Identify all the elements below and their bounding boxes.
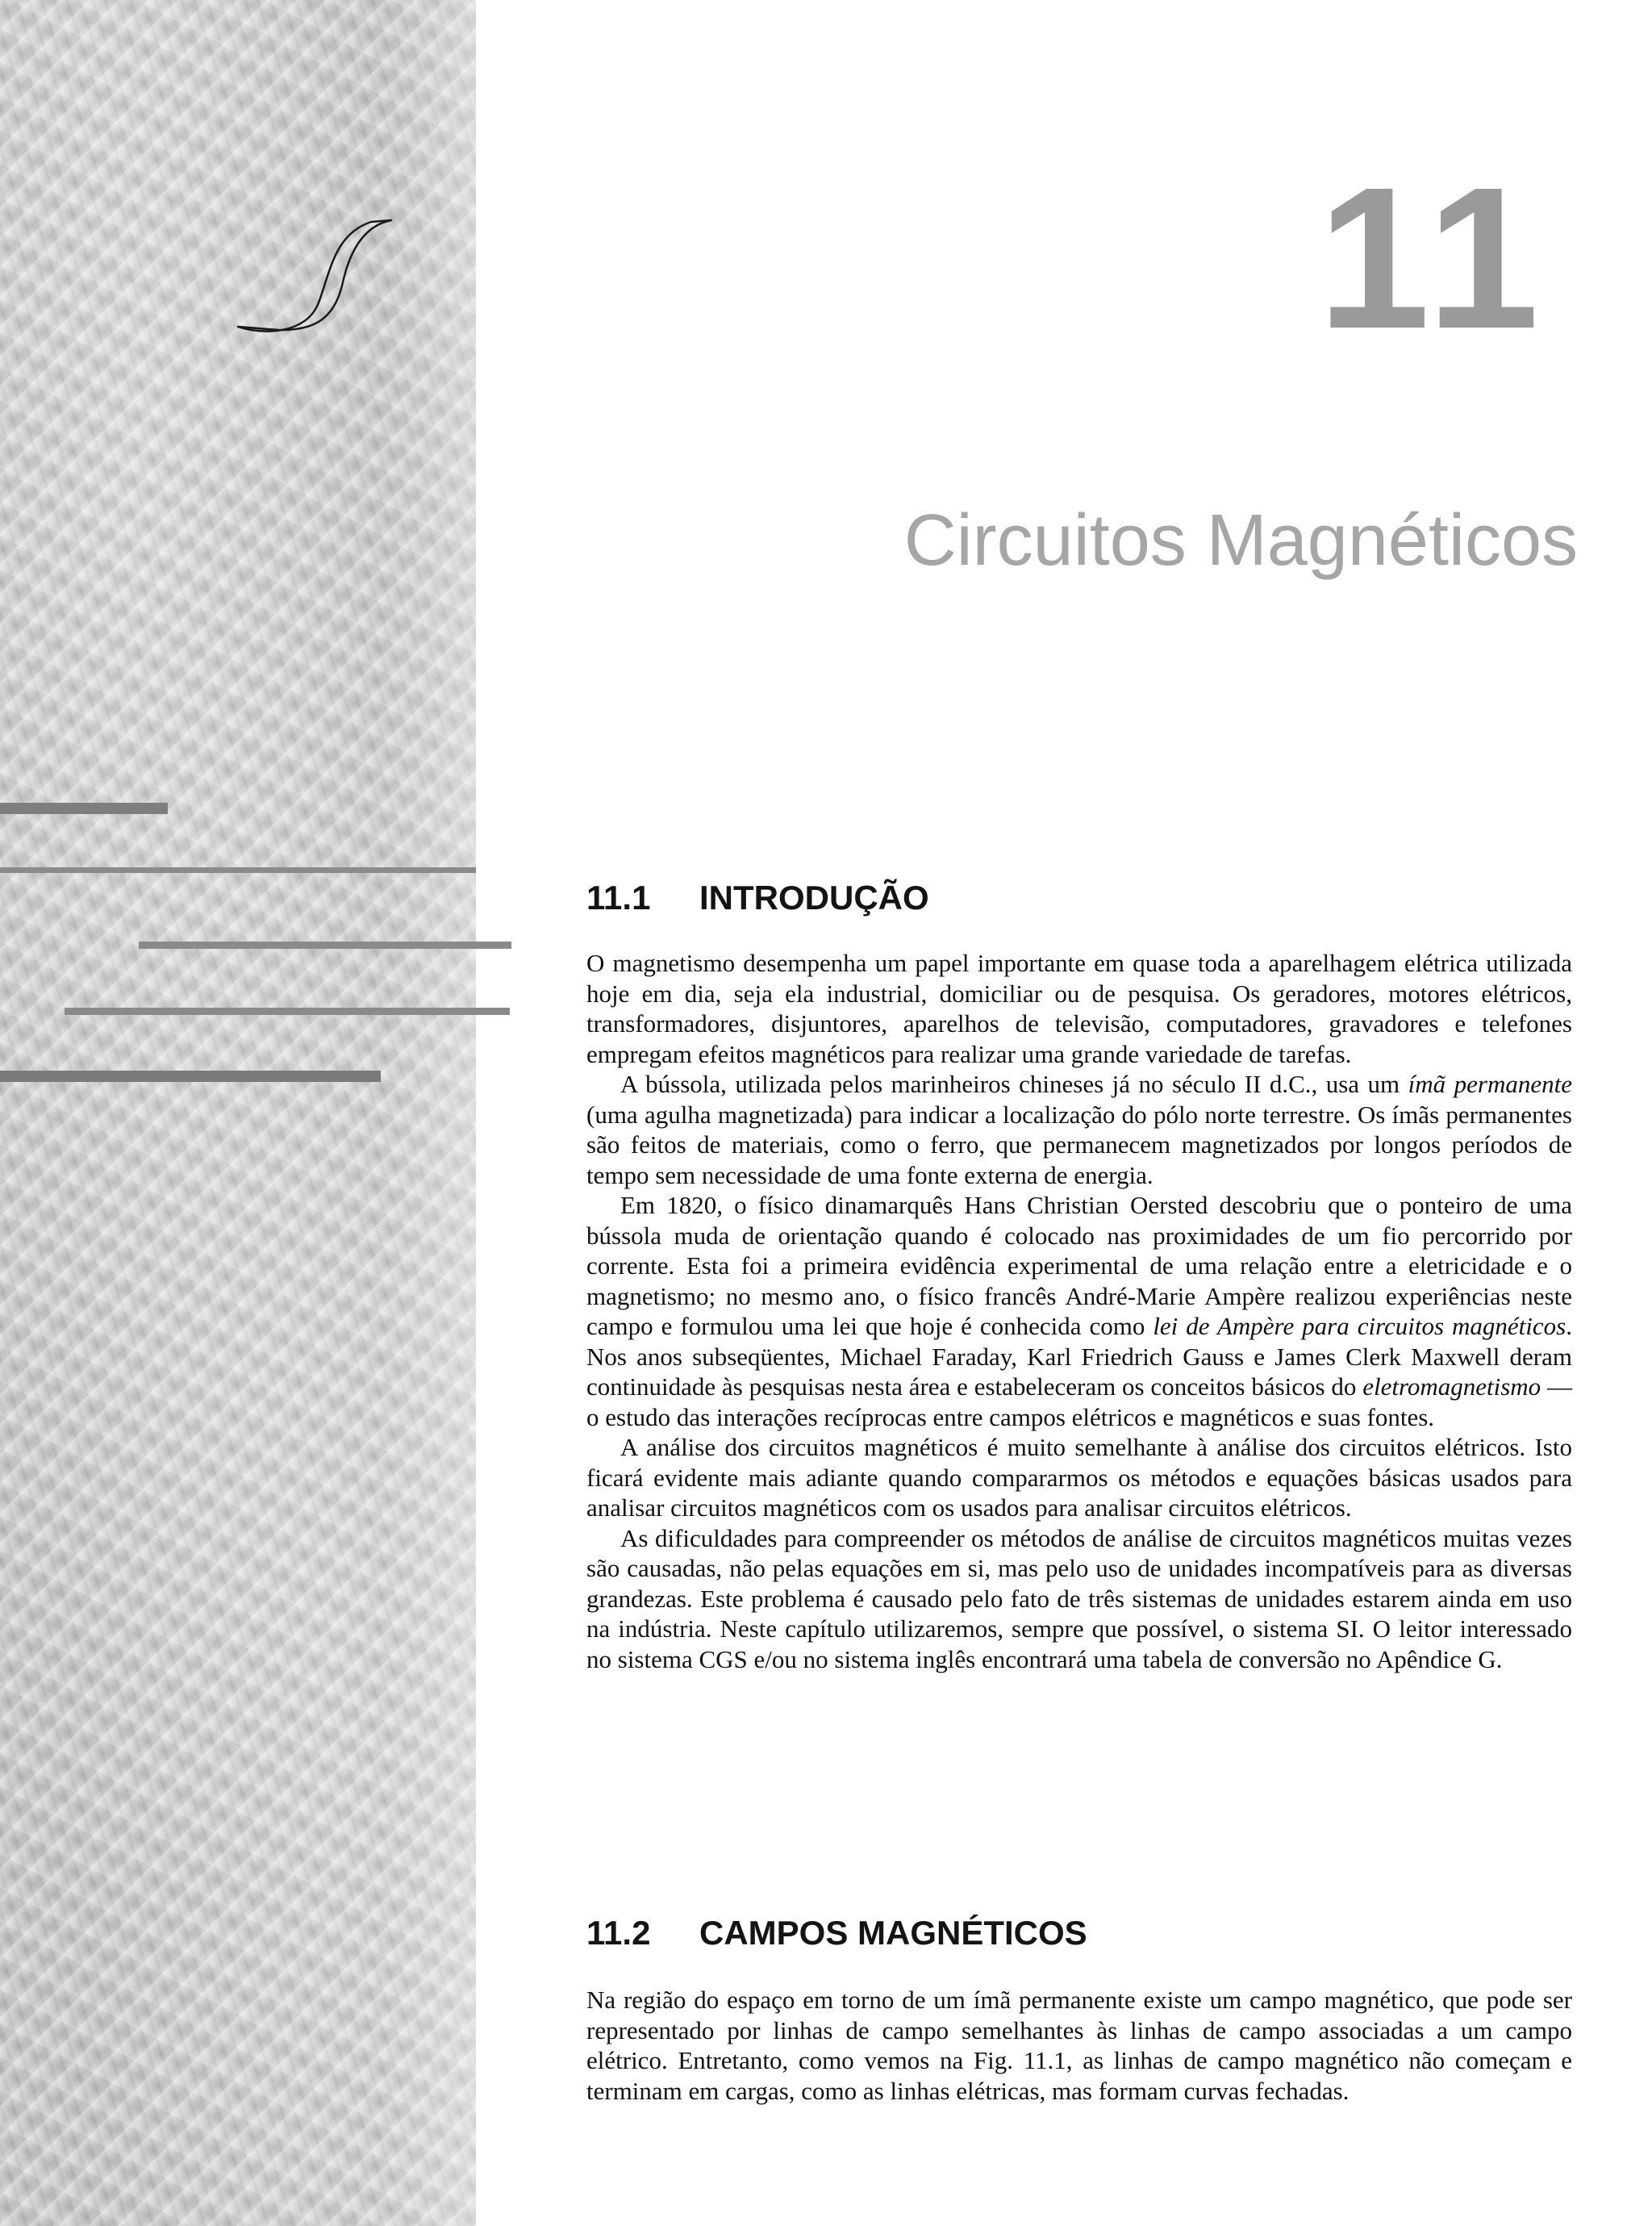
paragraph-text: As dificuldades para compreender os métodos de análise de circuitos magnéticos muitas vezes são causadas, não pelas equações em si, mas pelo uso de unidades incompatíveis para as diversas grandezas. Este problema é causado pelo fato de três sistemas de unidades estarem ainda em uso na indústria. Neste capítulo utilizaremos, sempre que possível, o sistema SI. O leitor interessado no sistema CGS e/ou no sistema inglês encontrará uma tabela de conversão no Apêndice G.	[586, 1523, 1572, 1673]
chapter-title: Circuitos Magnéticos	[903, 500, 1578, 581]
decorative-bar	[139, 942, 511, 949]
section-title: INTRODUÇÃO	[699, 879, 929, 917]
paragraph-text: A análise dos circuitos magnéticos é muito semelhante à análise dos circuitos elétricos. Isto ficará evidente mais adiante quando compararmos os métodos e equações básicas usados para analisar circuitos magnéticos com os usados para analisar circuitos elétricos.	[586, 1433, 1572, 1522]
paragraph	[586, 1069, 1572, 1190]
section-number: 11.2	[586, 1914, 651, 1952]
emphasis-term: eletromagnetismo	[1362, 1372, 1541, 1401]
decorative-bar	[0, 1071, 381, 1082]
section-number: 11.1	[586, 879, 651, 917]
emphasis-term: lei de Ampère para circuitos magnéticos	[1153, 1312, 1566, 1340]
chapter-number: 11	[1317, 145, 1547, 370]
paragraph-text: Na região do espaço em torno de um ímã permanente existe um campo magnético, que pode ser representado por linhas de campo semelhantes às linhas de campo associadas a um campo elétrico. Entretanto, como vemos na Fig. 11.1, as linhas de campo magnético não começam e terminam em cargas, como as linhas elétricas, mas formam curvas fechadas.	[586, 1986, 1572, 2105]
section-heading-introducao	[586, 881, 929, 915]
paragraph-text: . Nos anos subseqüentes, Michael Faraday, Karl Friedrich Gauss e James Clerk Maxwell deram continuidade às pesquisas nesta área e estabeleceram os conceitos básicos do	[586, 1312, 1572, 1401]
paragraph	[586, 1985, 1572, 2106]
section-body-campos-magneticos	[586, 1985, 1572, 2106]
section-title: CAMPOS MAGNÉTICOS	[699, 1914, 1087, 1952]
paragraph	[586, 1190, 1572, 1432]
paragraph-text: (uma agulha magnetizada) para indicar a localização do pólo norte terrestre. Os ímãs permanentes são feitos de materiais, como o ferro, que permanecem magnetizados por longos períodos de tempo sem necessidade de uma fonte externa de energia.	[586, 1100, 1572, 1189]
paragraph-text: A bússola, utilizada pelos marinheiros chineses já no século II d.C., usa um	[620, 1070, 1408, 1098]
integral-s-curve-icon	[230, 214, 399, 343]
section-body-introducao	[586, 948, 1572, 1674]
section-heading-campos-magneticos	[586, 1916, 1087, 1950]
paragraph-text: Em 1820, o físico dinamarquês Hans Christian Oersted descobriu que o ponteiro de uma bússola muda de orientação quando é colocado nas proximidades de um fio percorrido por corrente. Esta foi a primeira evidência experimental de uma relação entre a eletricidade e o magnetismo; no mesmo ano, o físico francês André-Marie Ampère realizou experiências neste campo e formulou uma lei que hoje é conhecida como	[586, 1191, 1572, 1340]
decorative-bar	[0, 803, 168, 814]
emphasis-term: ímã permanente	[1408, 1070, 1572, 1098]
paragraph-text: — o estudo das interações recíprocas entre campos elétricos e magnéticos e suas fontes.	[586, 1372, 1573, 1431]
paragraph	[586, 1432, 1572, 1523]
paragraph	[586, 948, 1572, 1069]
decorative-bar	[0, 867, 476, 873]
paragraph-text: O magnetismo desempenha um papel importante em quase toda a aparelhagem elétrica utilizada hoje em dia, seja ela industrial, domiciliar ou de pesquisa. Os geradores, motores elétricos, transformadores, disjuntores, aparelhos de televisão, computadores, gravadores e telefones empregam efeitos magnéticos para realizar uma grande variedade de tarefas.	[586, 949, 1572, 1068]
paragraph	[586, 1523, 1572, 1675]
decorative-bar	[65, 1008, 510, 1015]
